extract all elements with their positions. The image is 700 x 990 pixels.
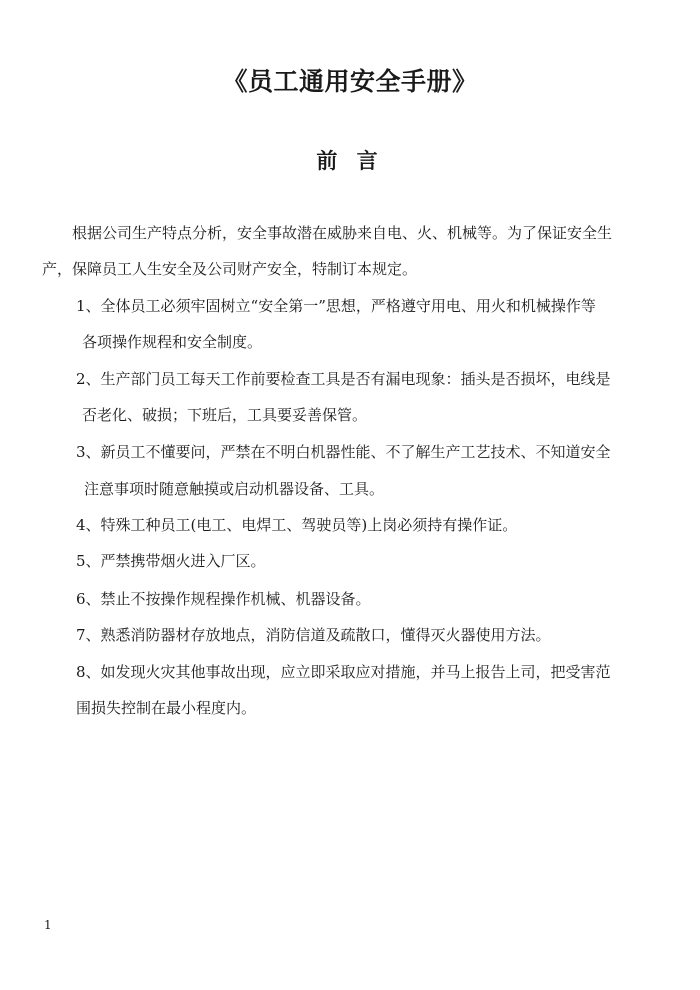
rule-7-line: 7、熟悉消防器材存放地点，消防信道及疏散口，懂得灭火器使用方法。 bbox=[76, 626, 551, 644]
intro-line: 根据公司生产特点分析，安全事故潜在威胁来自电、火、机械等。为了保证安全生 bbox=[72, 224, 613, 242]
intro-line: 产，保障员工人生安全及公司财产安全，特制订本规定。 bbox=[42, 260, 418, 278]
rule-6-line: 6、禁止不按操作规程操作机械、机器设备。 bbox=[76, 590, 371, 608]
document-title: 《员工通用安全手册》 bbox=[222, 67, 478, 96]
rule-3-line: 注意事项时随意触摸或启动机器设备、工具。 bbox=[84, 480, 385, 498]
rule-2-line: 否老化、破损；下班后，工具要妥善保管。 bbox=[82, 406, 368, 424]
page-number: 1 bbox=[44, 918, 52, 932]
rule-8-line: 围损失控制在最小程度内。 bbox=[76, 699, 257, 717]
rule-1-line: 各项操作规程和安全制度。 bbox=[82, 333, 263, 351]
rule-2-line: 2、生产部门员工每天工作前要检查工具是否有漏电现象：插头是否损坏，电线是 bbox=[76, 370, 611, 388]
rule-1-line: 1、全体员工必须牢固树立“安全第一”思想，严格遵守用电、用火和机械操作等 bbox=[76, 297, 596, 315]
rule-4-line: 4、特殊工种员工(电工、电焊工、驾驶员等)上岗必须持有操作证。 bbox=[76, 516, 518, 534]
rule-3-line: 3、新员工不懂要问，严禁在不明白机器性能、不了解生产工艺技术、不知道安全 bbox=[76, 443, 611, 461]
rule-5-line: 5、严禁携带烟火进入厂区。 bbox=[76, 552, 266, 570]
section-title: 前 言 bbox=[316, 149, 384, 173]
rule-8-line: 8、如发现火灾其他事故出现，应立即采取应对措施，并马上报告上司，把受害范 bbox=[76, 663, 611, 681]
